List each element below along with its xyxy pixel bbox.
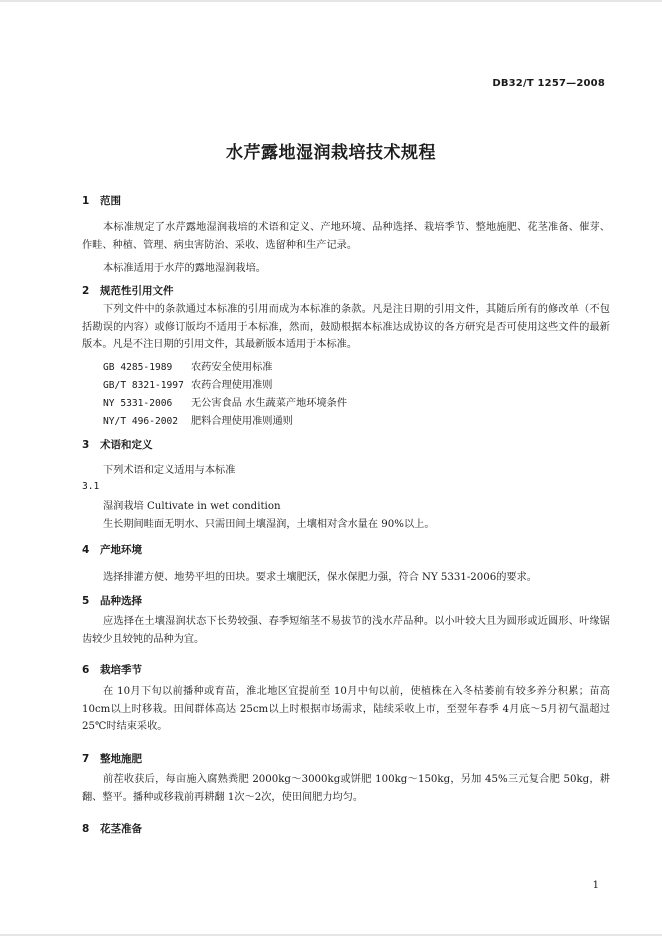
section-2-paragraph-1: 下列文件中的条款通过本标准的引用而成为本标准的条款。凡是注日期的引用文件，其随后所有的修改单（不包括勘误的内容）或修订版均不适用于本标准，然而，鼓励根据本标准达成协议的各方研究是否可使用这些文件的最新版本。凡是不注日期的引用文件，其最新版本适用于本标准。 — [82, 304, 610, 350]
section-8-heading: 8 花茎准备 — [82, 823, 142, 835]
reference-code: NY/T 496-2002 — [103, 416, 179, 427]
section-7-heading: 7 整地施肥 — [82, 753, 142, 765]
section-4-heading: 4 产地环境 — [82, 544, 142, 556]
page-number: 1 — [592, 880, 599, 891]
term-name: 湿润栽培 Cultivate in wet condition — [103, 501, 281, 512]
term-number: 3.1 — [82, 481, 100, 492]
section-3-heading: 3 术语和定义 — [82, 439, 153, 451]
section-1-paragraph-2: 本标准适用于水芹的露地湿润栽培。 — [103, 263, 266, 274]
reference-item — [103, 412, 293, 427]
section-2-heading: 2 规范性引用文件 — [82, 285, 174, 297]
reference-name: 农药合理使用准则 — [191, 380, 273, 391]
term-definition: 生长期间畦面无明水、只需田间土壤湿润，土壤相对含水量在 90%以上。 — [103, 519, 435, 530]
reference-item — [103, 394, 347, 409]
standard-code: DB32/T 1257—2008 — [492, 78, 605, 89]
section-6-heading: 6 栽培季节 — [82, 664, 142, 676]
section-5-paragraph-1: 应选择在土壤湿润状态下长势较强、春季短缩茎不易拔节的浅水芹品种。以小叶较大且为圆形或近圆形、叶缘锯齿较少且较钝的品种为宜。 — [82, 616, 610, 645]
reference-name: 无公害食品 水生蔬菜产地环境条件 — [191, 398, 348, 409]
section-4-paragraph-1: 选择排灌方便、地势平坦的田块。要求土壤肥沃，保水保肥力强，符合 NY 5331-2006的要求。 — [103, 572, 537, 583]
section-3-intro: 下列术语和定义适用与本标准 — [103, 465, 236, 476]
reference-code: NY 5331-2006 — [103, 398, 173, 409]
section-1-paragraph-1: 本标准规定了水芹露地湿润栽培的术语和定义、产地环境、品种选择、栽培季节、整地施肥、花茎准备、催芽、作畦、种植、管理、病虫害防治、采收、选留种和生产记录。 — [82, 222, 610, 251]
section-6-paragraph-1: 在 10月下旬以前播种或育苗，淮北地区宜提前至 10月中旬以前，使植株在入冬枯萎前有较多养分积累；苗高 10cm以上时移栽。田间群体高达 25cm以上时根据市场需求，陆续采收上市，至翌年春季 4月底～5月初气温超过 25℃时结束采收。 — [82, 686, 610, 732]
section-7-paragraph-1: 前茬收获后，每亩施入腐熟粪肥 2000kg～3000kg或饼肥 100kg～150kg，另加 45%三元复合肥 50kg，耕翻、整平。播种或移栽前再耕翻 1次～2次，使田间肥力均匀。 — [82, 774, 610, 803]
reference-name: 农药安全使用标准 — [191, 362, 273, 373]
section-1-heading: 1 范围 — [82, 195, 121, 207]
reference-item — [103, 376, 273, 391]
reference-code: GB/T 8321-1997 — [103, 380, 184, 391]
document-title: 水芹露地湿润栽培技术规程 — [226, 143, 436, 163]
reference-code: GB 4285-1989 — [103, 362, 173, 373]
reference-item — [103, 358, 273, 373]
section-5-heading: 5 品种选择 — [82, 595, 142, 607]
reference-name: 肥料合理使用准则通则 — [191, 416, 293, 427]
top-edge — [0, 0, 662, 2]
